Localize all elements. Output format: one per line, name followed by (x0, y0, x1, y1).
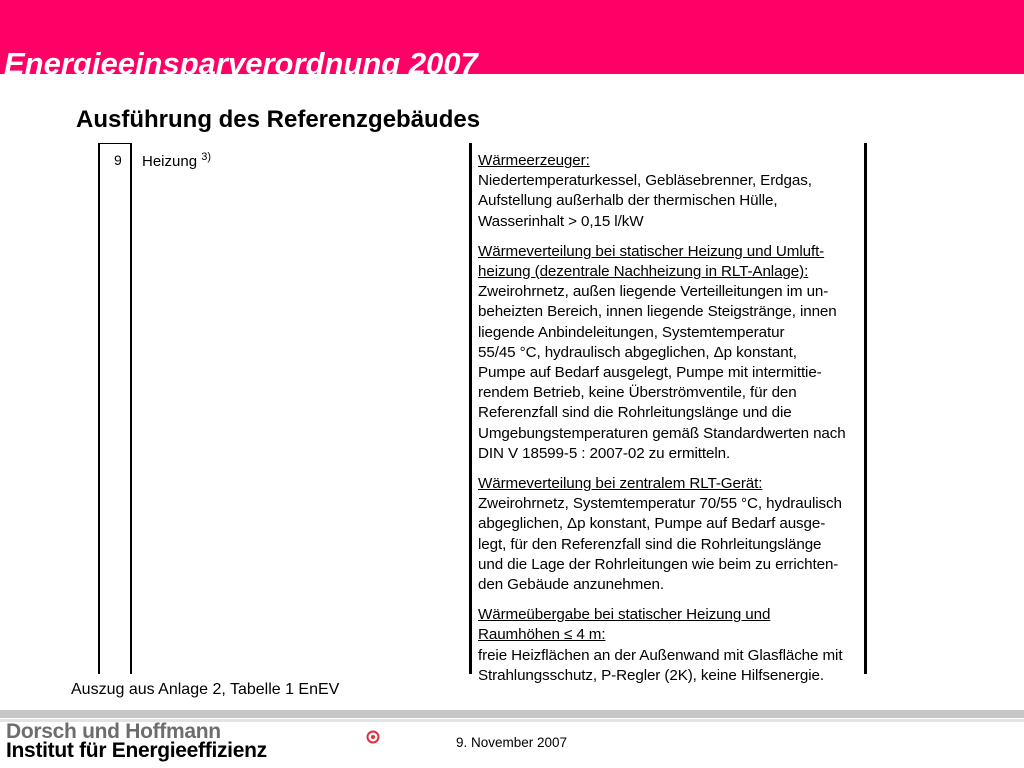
row-name (142, 151, 211, 170)
block-line: beheizten Bereich, innen liegende Steigstränge, innen (478, 303, 837, 321)
block-line: 55/45 °C, hydraulisch abgeglichen, Δp konstant, (478, 343, 797, 361)
table-border-left (98, 143, 100, 674)
row-description (478, 151, 870, 696)
description-block (478, 605, 870, 696)
block-title: Wärmeverteilung bei zentralem RLT-Gerät: (478, 475, 763, 493)
block-line: DIN V 18599-5 : 2007-02 zu ermitteln. (478, 444, 731, 462)
description-block (478, 151, 870, 242)
row-name-footnote: 3) (201, 151, 211, 163)
block-line: Zweirohrnetz, Systemtemperatur 70/55 °C, hydraulisch (478, 495, 842, 513)
description-block (478, 474, 870, 605)
footer-rule (0, 710, 1024, 718)
block-line: Zweirohrnetz, außen liegende Verteilleitungen im un- (478, 283, 829, 301)
block-line: Referenzfall sind die Rohrleitungslänge und die (478, 404, 792, 422)
block-line: rendem Betrieb, keine Überströmventile, für den (478, 384, 797, 402)
block-line: und die Lage der Rohrleitungen wie beim zu errichten- (478, 555, 839, 573)
block-line: den Gebäude anzunehmen. (478, 576, 665, 594)
table-top-rule (98, 143, 130, 144)
page-title: Energieeinsparverordnung 2007 (4, 46, 478, 81)
header-band (0, 0, 1024, 81)
block-line: Pumpe auf Bedarf ausgelegt, Pumpe mit intermittie- (478, 364, 822, 382)
row-name-text: Heizung (142, 153, 198, 170)
reference-table (98, 143, 869, 684)
block-line: legt, für den Referenzfall sind die Rohrleitungslänge (478, 535, 822, 553)
block-line: liegende Anbindeleitungen, Systemtemperatur (478, 323, 785, 341)
logo-mark-icon (366, 730, 380, 744)
block-title: heizung (dezentrale Nachheizung in RLT-Anlage): (478, 263, 809, 281)
description-block (478, 242, 870, 474)
block-line: Umgebungstemperaturen gemäß Standardwerten nach (478, 424, 846, 442)
footer-date: 9. November 2007 (456, 735, 568, 750)
logo-line-company: Dorsch und Hoffmann (6, 720, 221, 743)
block-title: Raumhöhen ≤ 4 m: (478, 626, 606, 644)
block-title: Wärmeerzeuger: (478, 152, 590, 169)
block-line: Aufstellung außerhalb der thermischen Hülle, (478, 192, 778, 210)
block-title: Wärmeverteilung bei statischer Heizung und Umluft- (478, 242, 825, 260)
row-number: 9 (114, 152, 122, 168)
block-line: Wasserinhalt > 0,15 l/kW (478, 212, 644, 230)
table-caption: Auszug aus Anlage 2, Tabelle 1 EnEV (71, 681, 340, 698)
block-line: freie Heizflächen an der Außenwand mit Glasfläche mit (478, 646, 843, 664)
block-title: Wärmeübergabe bei statischer Heizung und (478, 606, 771, 624)
slide-subtitle: Ausführung des Referenzgebäudes (76, 106, 481, 133)
logo-line-institute: Institut für Energieeffizienz (6, 739, 267, 762)
block-line: abgeglichen, Δp konstant, Pumpe auf Bedarf ausge- (478, 515, 826, 533)
block-line: Niedertemperaturkessel, Gebläsebrenner, Erdgas, (478, 172, 812, 190)
block-line: Strahlungsschutz, P-Regler (2K), keine Hilfsenergie. (478, 666, 824, 684)
table-divider-number (130, 143, 132, 674)
table-divider-description (469, 143, 472, 674)
